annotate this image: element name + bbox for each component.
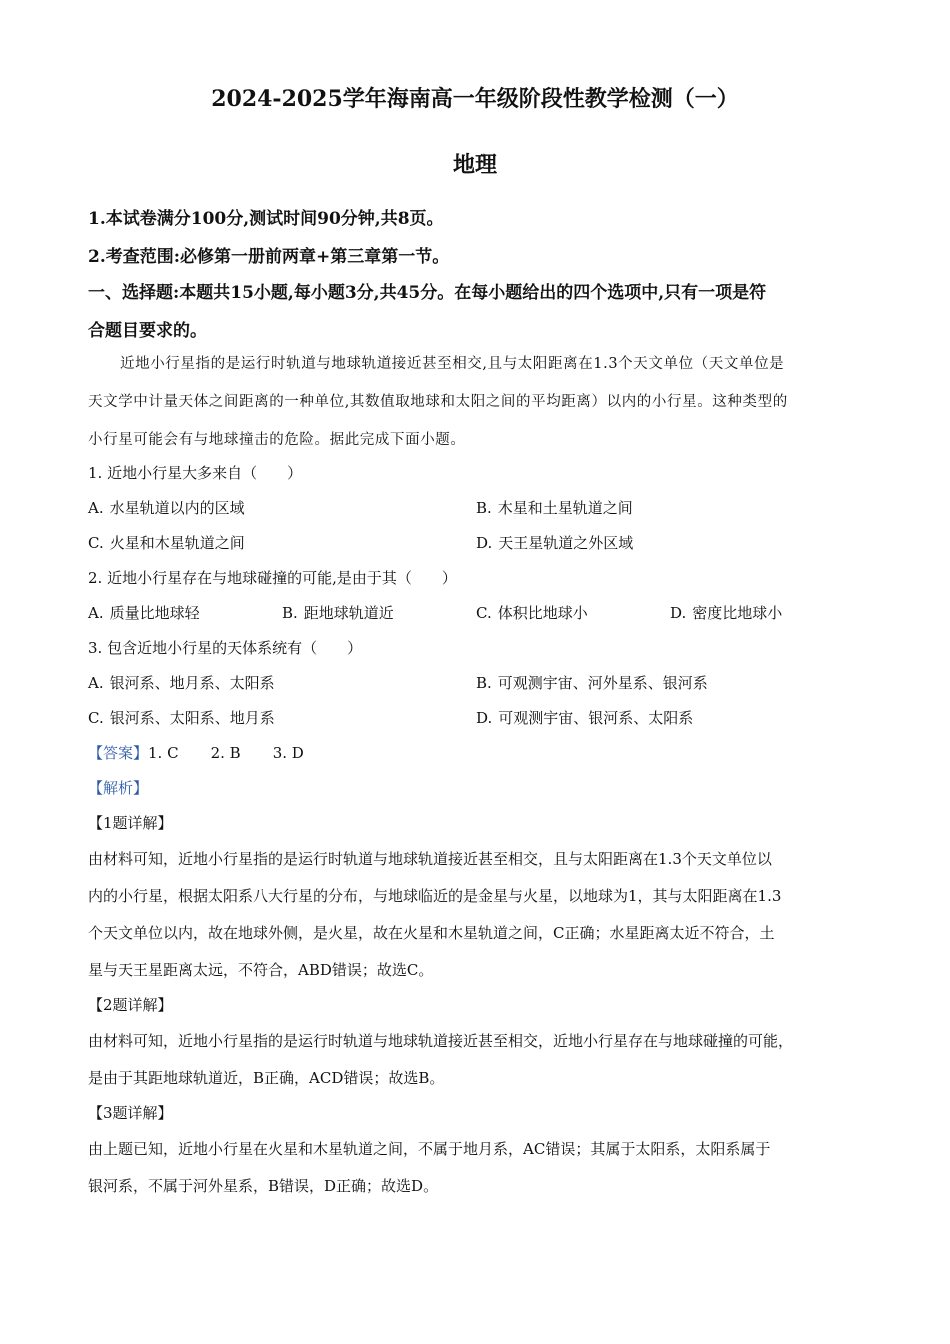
option-text: 银河系、地月系、太阳系: [109, 674, 275, 692]
section-heading-line1: 一、选择题:本题共15小题,每小题3分,共45分。在每小题给出的四个选项中,只有一项是符: [88, 283, 767, 303]
option-text: 密度比地球小: [692, 604, 783, 622]
section-heading-line2: 合题目要求的。: [88, 321, 207, 341]
question-2-stem: 2. 近地小行星存在与地球碰撞的可能,是由于其（ ）: [88, 569, 457, 587]
detail-2-line-2: 是由于其距地球轨道近，B正确，ACD错误；故选B。: [88, 1069, 445, 1087]
question-1-option-a: [88, 497, 245, 518]
answer-line: [88, 742, 304, 763]
answer-item-1: 1. C: [148, 744, 179, 762]
option-text: 银河系、太阳系、地月系: [109, 709, 275, 727]
question-2-option-b: [282, 602, 394, 623]
question-2-option-c: [476, 602, 588, 623]
option-label: D.: [476, 534, 493, 552]
option-label: B.: [476, 499, 492, 517]
detail-3-line-1: 由上题已知，近地小行星在火星和木星轨道之间，不属于地月系，AC错误；其属于太阳系，太阳系属于: [88, 1140, 771, 1158]
answer-tag: 【答案】: [88, 744, 149, 762]
detail-1-line-2: 内的小行星，根据太阳系八大行星的分布，与地球临近的是金星与火星，以地球为1，其与太阳距离在1.3: [88, 887, 782, 905]
option-label: B.: [476, 674, 492, 692]
option-text: 距地球轨道近: [303, 604, 394, 622]
option-label: A.: [88, 674, 104, 692]
detail-2-line-1: 由材料可知，近地小行星指的是运行时轨道与地球轨道接近甚至相交，近地小行星存在与地球碰撞的可能，: [88, 1032, 794, 1050]
option-label: C.: [88, 709, 104, 727]
detail-1-line-1: 由材料可知，近地小行星指的是运行时轨道与地球轨道接近甚至相交，且与太阳距离在1.3个天文单位以: [88, 850, 772, 868]
detail-1-line-4: 星与天王星距离太远，不符合，ABD错误；故选C。: [88, 961, 434, 979]
detail-3-line-2: 银河系，不属于河外星系，B错误，D正确；故选D。: [88, 1177, 439, 1195]
question-3-option-d: [476, 707, 693, 728]
passage-line-1: 近地小行星指的是运行时轨道与地球轨道接近甚至相交,且与太阳距离在1.3个天文单位（天文单位是: [120, 356, 785, 372]
option-text: 可观测宇宙、银河系、太阳系: [498, 709, 694, 727]
question-1-option-b: [476, 497, 633, 518]
detail-1-line-3: 个天文单位以内，故在地球外侧，是火星，故在火星和木星轨道之间，C正确；水星距离太近不符合，土: [88, 924, 775, 942]
question-3-option-c: [88, 707, 275, 728]
passage-line-2: 天文学中计量天体之间距离的一种单位,其数值取地球和太阳之间的平均距离）以内的小行星。这种类型的: [88, 394, 788, 410]
question-1-stem: 1. 近地小行星大多来自（ ）: [88, 464, 303, 482]
question-1-option-d: [476, 532, 633, 553]
question-3-stem: 3. 包含近地小行星的天体系统有（ ）: [88, 639, 363, 657]
option-label: C.: [476, 604, 492, 622]
option-text: 体积比地球小: [497, 604, 588, 622]
option-text: 天王星轨道之外区域: [498, 534, 634, 552]
passage-line-3: 小行星可能会有与地球撞击的危险。据此完成下面小题。: [88, 432, 466, 448]
detail-2-heading: 【2题详解】: [88, 996, 173, 1014]
question-3-option-b: [476, 672, 708, 693]
answer-item-2: 2. B: [210, 744, 241, 762]
note-2: 2.考查范围:必修第一册前两章+第三章第一节。: [88, 247, 450, 267]
question-2-option-a: [88, 602, 200, 623]
option-text: 水星轨道以内的区域: [109, 499, 245, 517]
option-label: A.: [88, 499, 104, 517]
detail-1-heading: 【1题详解】: [88, 814, 173, 832]
option-label: B.: [282, 604, 298, 622]
option-text: 火星和木星轨道之间: [109, 534, 245, 552]
exam-title: 2024-2025学年海南高一年级阶段性教学检测（一）: [211, 86, 739, 112]
option-label: C.: [88, 534, 104, 552]
answer-item-3: 3. D: [272, 744, 304, 762]
question-3-option-a: [88, 672, 275, 693]
option-label: D.: [670, 604, 687, 622]
note-1: 1.本试卷满分100分,测试时间90分钟,共8页。: [88, 209, 444, 229]
question-2-option-d: [670, 602, 782, 623]
detail-3-heading: 【3题详解】: [88, 1104, 173, 1122]
question-1-option-c: [88, 532, 245, 553]
analysis-tag: 【解析】: [88, 779, 149, 797]
subject-title: 地理: [452, 152, 497, 178]
option-text: 质量比地球轻: [109, 604, 200, 622]
option-text: 可观测宇宙、河外星系、银河系: [497, 674, 708, 692]
option-text: 木星和土星轨道之间: [497, 499, 633, 517]
option-label: D.: [476, 709, 493, 727]
option-label: A.: [88, 604, 104, 622]
